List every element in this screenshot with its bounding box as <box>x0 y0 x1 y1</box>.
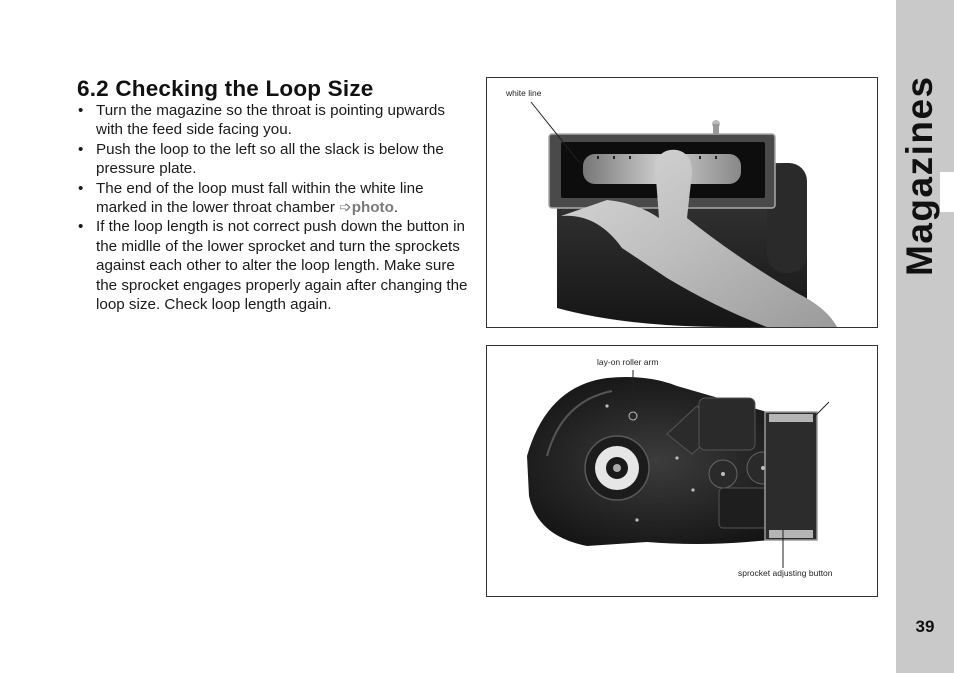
instruction-list <box>78 101 473 314</box>
list-item: • The end of the loop must fall within the white line marked in the lower throat chamber ➩photo. <box>78 179 424 217</box>
list-item: • If the loop length is not correct push down the button in the midlle of the lower sprocket and turn the sprockets against each other to alter the loop length. Make sure the sprocket engages properly again after changing the loop size. Check loop length again. <box>78 218 468 314</box>
loop-size-photo <box>486 77 878 328</box>
caption-lay-on-roller-arm: lay-on roller arm <box>597 357 659 367</box>
caption-sprocket-adjusting-button: sprocket adjusting button <box>738 568 833 578</box>
page-number: 39 <box>915 617 935 636</box>
list-item: • Push the loop to the left so all the slack is below the pressure plate. <box>78 140 444 178</box>
list-item: • Turn the magazine so the throat is pointing upwards with the feed side facing you. <box>78 102 445 139</box>
sidebar-tab-marker <box>940 172 954 212</box>
magazine-interior-photo <box>486 345 878 597</box>
magazine-interior-illustration <box>487 346 877 596</box>
photo-link[interactable]: photo <box>351 199 394 217</box>
caption-white-line: white line <box>506 88 542 98</box>
section-heading: 6.2 Checking the Loop Size <box>77 76 374 101</box>
magazine-throat-illustration <box>487 78 877 327</box>
sidebar-title-text: Magazines <box>899 75 940 276</box>
arrow-right-icon: ➩ <box>339 199 352 217</box>
